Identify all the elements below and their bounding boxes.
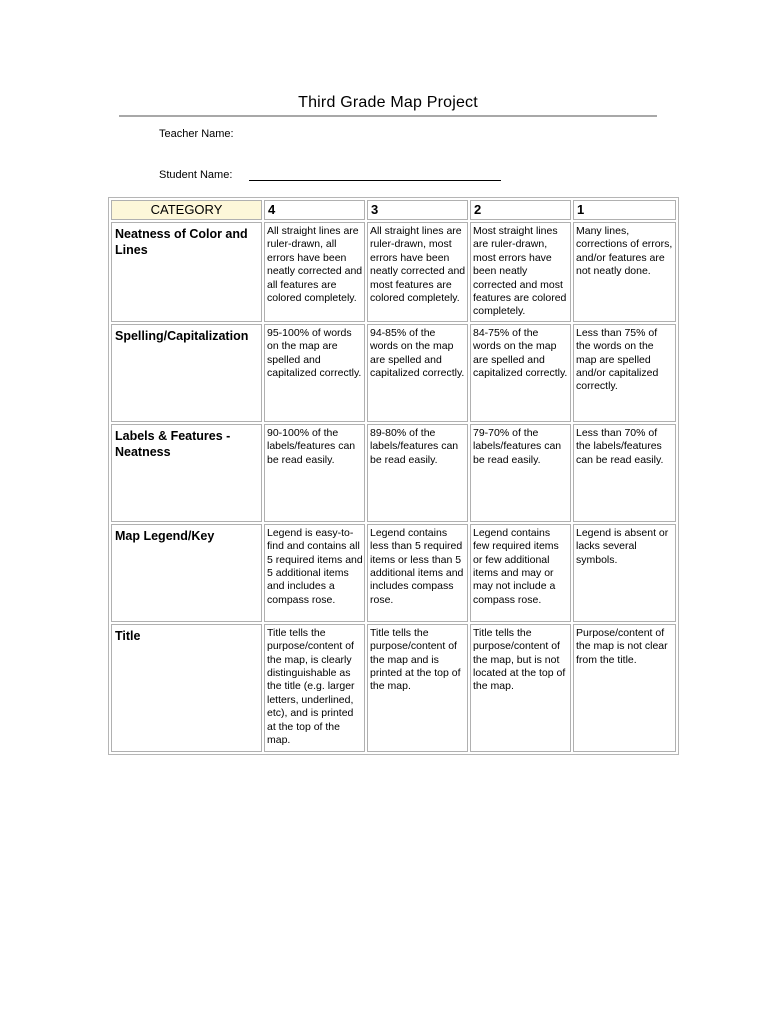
rubric-cell: All straight lines are ruler-drawn, most errors have been neatly corrected and most features are colored completely. <box>367 222 468 322</box>
header-score-4: 4 <box>264 200 365 220</box>
rubric-cell: Many lines, corrections of errors, and/or features are not neatly done. <box>573 222 676 322</box>
rubric-cell: Purpose/content of the map is not clear from the title. <box>573 624 676 752</box>
student-name-label: Student Name: <box>159 169 233 181</box>
rubric-row <box>111 424 676 522</box>
rubric-cell: Title tells the purpose/content of the map and is printed at the top of the map. <box>367 624 468 752</box>
header-score-2: 2 <box>470 200 571 220</box>
rubric-cell: 89-80% of the labels/features can be read easily. <box>367 424 468 522</box>
rubric-cell: Legend is easy-to-find and contains all 5 required items and 5 additional items and includes a compass rose. <box>264 524 365 622</box>
header-score-3: 3 <box>367 200 468 220</box>
rubric-cell: Most straight lines are ruler-drawn, most errors have been neatly corrected and most features are colored completely. <box>470 222 571 322</box>
rubric-cell: 79-70% of the labels/features can be read easily. <box>470 424 571 522</box>
rubric-row <box>111 324 676 422</box>
rubric-cell: Less than 75% of the words on the map are spelled and/or capitalized correctly. <box>573 324 676 422</box>
rubric-cell: Title tells the purpose/content of the map, but is not located at the top of the map. <box>470 624 571 752</box>
rubric-cell: Legend contains less than 5 required items or less than 5 additional items and includes compass rose. <box>367 524 468 622</box>
header-score-1: 1 <box>573 200 676 220</box>
rubric-table <box>108 197 679 755</box>
rubric-header-row <box>111 200 676 220</box>
rubric-cell: All straight lines are ruler-drawn, all errors have been neatly corrected and all features are colored completely. <box>264 222 365 322</box>
rubric-cell: Legend is absent or lacks several symbols. <box>573 524 676 622</box>
rubric-row <box>111 524 676 622</box>
rubric-cell: 95-100% of words on the map are spelled and capitalized correctly. <box>264 324 365 422</box>
rubric-cell: 84-75% of the words on the map are spelled and capitalized correctly. <box>470 324 571 422</box>
rubric-row <box>111 624 676 752</box>
row-category: Title <box>111 624 262 752</box>
document-title: Third Grade Map Project <box>298 94 478 111</box>
row-category: Neatness of Color and Lines <box>111 222 262 322</box>
teacher-name-label: Teacher Name: <box>159 128 234 140</box>
rubric-row <box>111 222 676 322</box>
rubric-cell: Title tells the purpose/content of the map, is clearly distinguishable as the title (e.g. larger letters, underlined, etc), and is printed at the top of the map. <box>264 624 365 752</box>
row-category: Spelling/Capitalization <box>111 324 262 422</box>
student-name-line <box>249 180 501 181</box>
row-category: Map Legend/Key <box>111 524 262 622</box>
header-category: CATEGORY <box>111 200 262 220</box>
rubric-cell: 90-100% of the labels/features can be read easily. <box>264 424 365 522</box>
row-category: Labels & Features - Neatness <box>111 424 262 522</box>
rubric-cell: Less than 70% of the labels/features can be read easily. <box>573 424 676 522</box>
rubric-cell: Legend contains few required items or few additional items and may or may not include a compass rose. <box>470 524 571 622</box>
rubric-cell: 94-85% of the words on the map are spelled and capitalized correctly. <box>367 324 468 422</box>
title-underline <box>119 115 657 117</box>
